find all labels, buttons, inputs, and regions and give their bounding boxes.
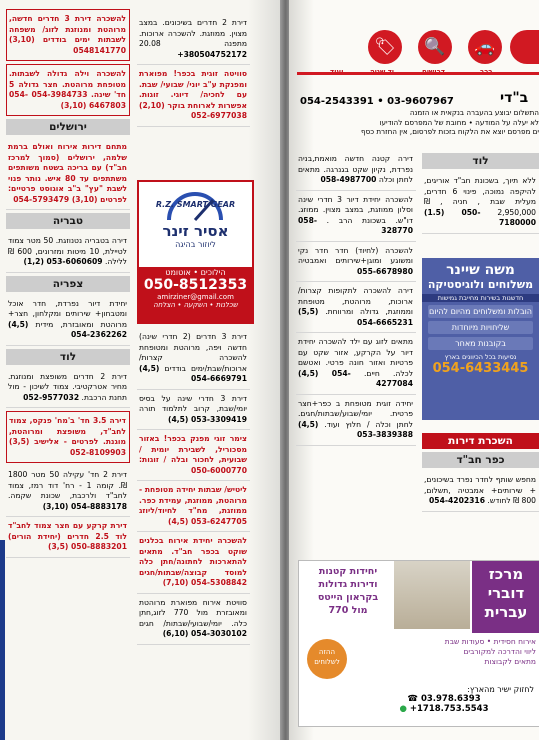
contact-band [139,267,252,323]
section-header-rentals: השכרת דירות [422,433,539,449]
list-item: סוויטת אירוח מפוארת מרוהטת ומאובזרת מול 770 לזוג,חתן כלה. יומי/שבועי/שבתות/ חגים (6,10) 054-3030102 [137,594,250,645]
listing-line: בקראון הייטס [317,592,379,603]
list-item: יחידה זוגית מטופחת ב כפר+חצר פרטית. יומי/שבוע/שבתות/חגים. לחתן וכלה / חלוץ ועוד. (4,5) 053-3839388 [296,395,416,446]
intro-line: לא יעלה על המודעה • מחובת של המפרסם להודיעו [379,117,539,127]
list-item: ליטיש/ שבתות יחידה מטופחת - מרוהטת, ממוזגת, עמידת כפר. ממוזגת, מח"ד לחיוד/ליוזג (4,5) 053-6247705 [137,481,250,532]
list-item: מחפש שותף לחדר נפרד בשיכונים, + שירותים+ אמבטיה ,תשלום, 800 ₪ לחודש. 054-4202316 [422,471,539,512]
list-item: להשכרה וילה גדולה לשבתות. מטופחת מרוהטת. חצר גדולה 5 חד' שינה. 054-3984733 054-6467803 (3,10) [6,64,130,116]
list-item: דירת קרקע עם חצר צמוד לחב"ד לוד 2.5 חדרים (יחידת הורים) (3,5) 050-8883201 [6,517,130,558]
slogan: שכלנות • השקעה • הצלחה [153,301,238,309]
intro-line: התשלום יבוצע בהעברה בנקאית או הזמנה [409,108,539,117]
hebrew-center-ad [298,560,539,727]
owner-name: אסיר זינר [162,222,229,240]
list-item: צימר זוגי מפנק בכפר! באזור מסכוריל, לשבירת יומית / שבועית, לחכור ובלה / זוגות: 050-6000770 [137,430,250,481]
left-outer-column [6,6,130,558]
section-header-tzfat: צפריה [6,276,130,292]
phone-number: +1718.753.5543 [409,704,489,714]
phone-icon: ☎ [407,694,418,704]
features-line: אירוח חסידית • סעודות שבת [444,637,536,646]
logistics-ad [422,258,539,420]
whatsapp-row [354,704,534,714]
section-header-lod: לוד [422,153,539,169]
list-item: סוויטה זוגית בכפר! מפוארת ומפנקת ע"ב יוני/ שבועי/ שבת. עם לחכיה/ דיוגי. זוגות. אפשרות לארוחת בוקר (2,10) 052-6977038 [137,65,250,127]
tagline: ליוזור בהיגה [175,240,216,249]
list-item: להשכרה (לחיוד) חדר חדר נקי ומשוגע ומוגן+שירותים ואמבטיה 055-6678980 [296,242,416,283]
list-item: דירה 3.5 חד' ב'מח' פנקס, צמוד לחב"ד, משופצת ומרוהטת, מוגנת. לפרטים - אלישיב (3,5) 052-8109903 [6,411,130,463]
phone-number: 054-6433445 [432,361,529,376]
search-icon[interactable]: 🔍 [418,30,452,64]
list-item: דירת 3 חדרי שינה על בסיס יומי/שבת, קרוב לתלמוד תורה (4,5) 053-3309419 [137,390,250,431]
right-inner-column [296,150,416,446]
brand-name: R.Z. SMART GEAR [155,200,236,209]
email: amirziner@gmail.com [157,293,234,301]
section-header-jerusalem: ירושלים [6,119,130,135]
ad-title-block [472,561,539,633]
section-header-lod: לוד [6,349,130,365]
section-header-kfar-chabad: כפר חב"ד [422,452,539,468]
ad-small-text: נסיעות בכל הכיוונים בארץ [444,353,517,361]
phone-number: 050-8512353 [143,277,248,293]
service-types: הילוכים • אוטומט [165,268,226,277]
header-intro [296,108,539,137]
ad-title: מרכז דוברי עברית [484,565,528,621]
list-item: להשכרה דירת 3 חדרים חדשה, מרוהטת ומנוזגת לזוג/ משפחה לשבתות ימים בודדים (3,10) 0548141770 [6,9,130,61]
list-item: דירת 2 חדרים בשיכונים. במצב מצוין. ממוזגת. להשכרה ארוכות. מתפנה 20.08 +380504752172 [137,14,250,65]
driving-school-ad [137,180,254,324]
ad-listing-text [303,565,393,617]
phone-row [354,694,534,704]
intro-line: ים מפרסם יוצא את הלקוח בזכות לפרסום, אין החזרת כסף [360,127,539,136]
list-item: להשכרה יחידת אירוח בכלנים שוקט בכפר חב"ד. מתאים להתארכות לחתונה/חתן כלה למוסד קבוצה/שבתות/חגים (7,10) 054-5308842 [137,532,250,594]
right-outer-column [422,150,539,234]
whatsapp-icon: ● [399,704,407,714]
left-inner-column [137,14,250,127]
phone-number: 03.978.6393 [420,694,481,704]
service-pill: הובלות ומשלוחים מהיום להיום [429,307,532,316]
right-outer-column-lower [422,430,539,512]
page-edge-strip [0,540,5,740]
more-icon[interactable] [510,30,539,64]
contact-label: לחזוק ישיר מהארץ: [467,685,534,694]
list-item: דירה בטבריה נטנוזגת. 50 מטר צמוד לטיילת, 10 מיטות ומזרונים, 600 ₪ ללילה. (1,2) 053-6060609 [6,232,130,273]
header-phones: 054-2543391 • 03-9607967 [300,96,454,107]
car-icon[interactable]: 🚗 [468,30,502,64]
list-item: מתחם דירות אירוח ואולם ברמת שלמה, ירושלים (סמוך למרכז חב"ד) עם בריכה בשטח משותפים משתתפים עד 80 איש. נותר פנוי לשבת "עץ" ב"ב אוגוסט פרטיים: לפרטים 054-5793479 (3,10) [6,138,130,210]
list-item: דירת 3 חדרים (2 חדרי שינה) חדשה ויפה, מרוהטת ומטופחת להשכרה קצרות/ ארוכות/שבת/ימים בודדים (4,5) 054-6669791 [137,328,250,390]
page-title: ב"די [500,90,529,106]
ad-features [356,637,536,667]
list-item: מתאים לזוג עם ילד להשכרה יחידת דיור על הקרקע, אזור שקט עם פרטיות ואזור חונה פרטי. ואטשם לכלה. חיים. (4,5) 054-4277084 [296,333,416,395]
ad-note: חדשנות בשירות מחייבת גמישות [422,294,539,302]
service-pill: בקובנות מאחר [428,337,533,350]
ad-subtitle: משלוחים ולוגיסטיקה [427,278,534,291]
left-inner-column-lower [137,328,250,645]
ad-title: משה שיינר [446,262,515,278]
list-item: יחידת דיור נפרדת, חדר אוכל ומטבחון+ שירותים ומקלחון, חצר+ מרוהטת ומאובזרת, מידית (4,5) 054-2362262 [6,295,130,346]
list-item: דירה קטנה חדשה מואמת,בניה נפרדת, נקיון שקט בגנרגה. מתאים לחתן וכלה 058-4987700 [296,150,416,191]
list-item: דירת 2 חדרים משופצת ומנוזגת. מחיר אטרקטיבי. צמוד לשיכון - מול תחנת הרכבת. 052-9577032 [6,368,130,409]
listing-line: ודירות גדולות [318,579,378,590]
list-item: דירת 2 חד' עקילה 50 מטר 1800 ₪. קומה 1 - רח' דוד רמז, צמוד לחב"ד ולרכבת, שכונת שקמה. (3,10) 054-8883178 [6,466,130,517]
features-line: מתאים לקבוצות [484,657,536,666]
list-item: ללא תיוך, בשכונת חב"ד אוריגים, להיקפה נמוכה, פינוי 6 חדרים, מעלית שבת , חניה , ₪ 2,950,000 (1.5) 050-7180000 [422,172,539,234]
service-pill: שליחויות מיוחדות [428,321,533,334]
ad-badge: ההזה לשלוחים [307,639,347,679]
ad-contact [354,685,534,714]
section-header-tiberias: טבריה [6,213,130,229]
listing-line: מול 770 [328,605,368,616]
features-line: ליווי והדרכה למקורבים [463,647,536,656]
list-item: להשכרה יחידת דיור 3 חדרי שינה וסלון ממוזגת, במצב מצוין. ממוזג. דו"ש. בשכונת הרב . 058-328770 [296,191,416,242]
logo [139,182,252,267]
header-divider [297,72,539,75]
list-item: דירה להשכרה לתקופות קצרות/ ארוכות, מרוהטת, מטופחת וממוזגת, גדולה ומרווחת. (5,5) 054-6665231 [296,282,416,333]
listing-line: יחידות קטנות [318,566,378,577]
category-icons [300,30,539,72]
tag-icon[interactable]: 🏷 [368,30,402,64]
apartment-image [394,561,470,629]
